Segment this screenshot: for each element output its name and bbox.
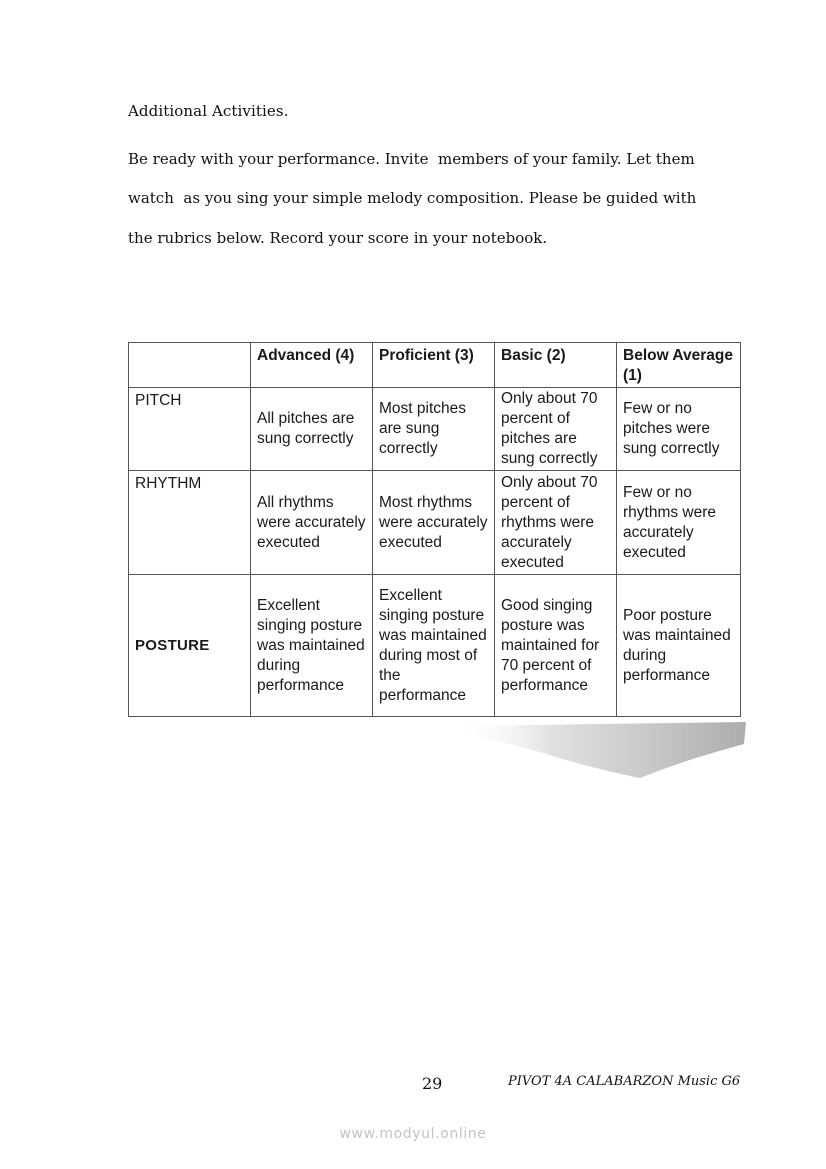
section-heading: Additional Activities. <box>128 102 289 120</box>
instruction-line-2: watch as you sing your simple melody composition. Please be guided with <box>128 189 697 207</box>
watermark: www.modyul.online <box>339 1126 487 1142</box>
instruction-line-1: Be ready with your performance. Invite members of your family. Let them <box>128 150 695 168</box>
criterion-rhythm: RHYTHM <box>129 471 251 575</box>
page-number: 29 <box>422 1074 443 1093</box>
posture-basic: Good singing posture was maintained for 70 percent of performance <box>495 575 617 717</box>
rubric-table <box>128 342 741 717</box>
rubric-row-posture <box>129 575 741 717</box>
criterion-pitch: PITCH <box>129 388 251 471</box>
criterion-posture: POSTURE <box>129 575 251 717</box>
header-advanced: Advanced (4) <box>251 343 373 388</box>
posture-below-average: Poor posture was maintained during performance <box>617 575 741 717</box>
rubric-row-pitch <box>129 388 741 471</box>
header-basic: Basic (2) <box>495 343 617 388</box>
footer-title: PIVOT 4A CALABARZON Music G6 <box>508 1074 741 1089</box>
rubric-row-rhythm <box>129 471 741 575</box>
rhythm-proficient: Most rhythms were accurately executed <box>373 471 495 575</box>
pitch-advanced: All pitches are sung correctly <box>251 388 373 471</box>
posture-advanced: Excellent singing posture was maintained during performance <box>251 575 373 717</box>
pitch-proficient: Most pitches are sung correctly <box>373 388 495 471</box>
rhythm-advanced: All rhythms were accurately executed <box>251 471 373 575</box>
header-blank <box>129 343 251 388</box>
rhythm-below-average: Few or no rhythms were accurately executed <box>617 471 741 575</box>
header-proficient: Proficient (3) <box>373 343 495 388</box>
rhythm-basic: Only about 70 percent of rhythms were accurately executed <box>495 471 617 575</box>
pitch-basic: Only about 70 percent of pitches are sung correctly <box>495 388 617 471</box>
scan-smudge <box>450 722 746 782</box>
posture-proficient: Excellent singing posture was maintained during most of the performance <box>373 575 495 717</box>
pitch-below-average: Few or no pitches were sung correctly <box>617 388 741 471</box>
header-below-average: Below Average (1) <box>617 343 741 388</box>
rubric-header-row <box>129 343 741 388</box>
instruction-line-3: the rubrics below. Record your score in your notebook. <box>128 229 548 247</box>
